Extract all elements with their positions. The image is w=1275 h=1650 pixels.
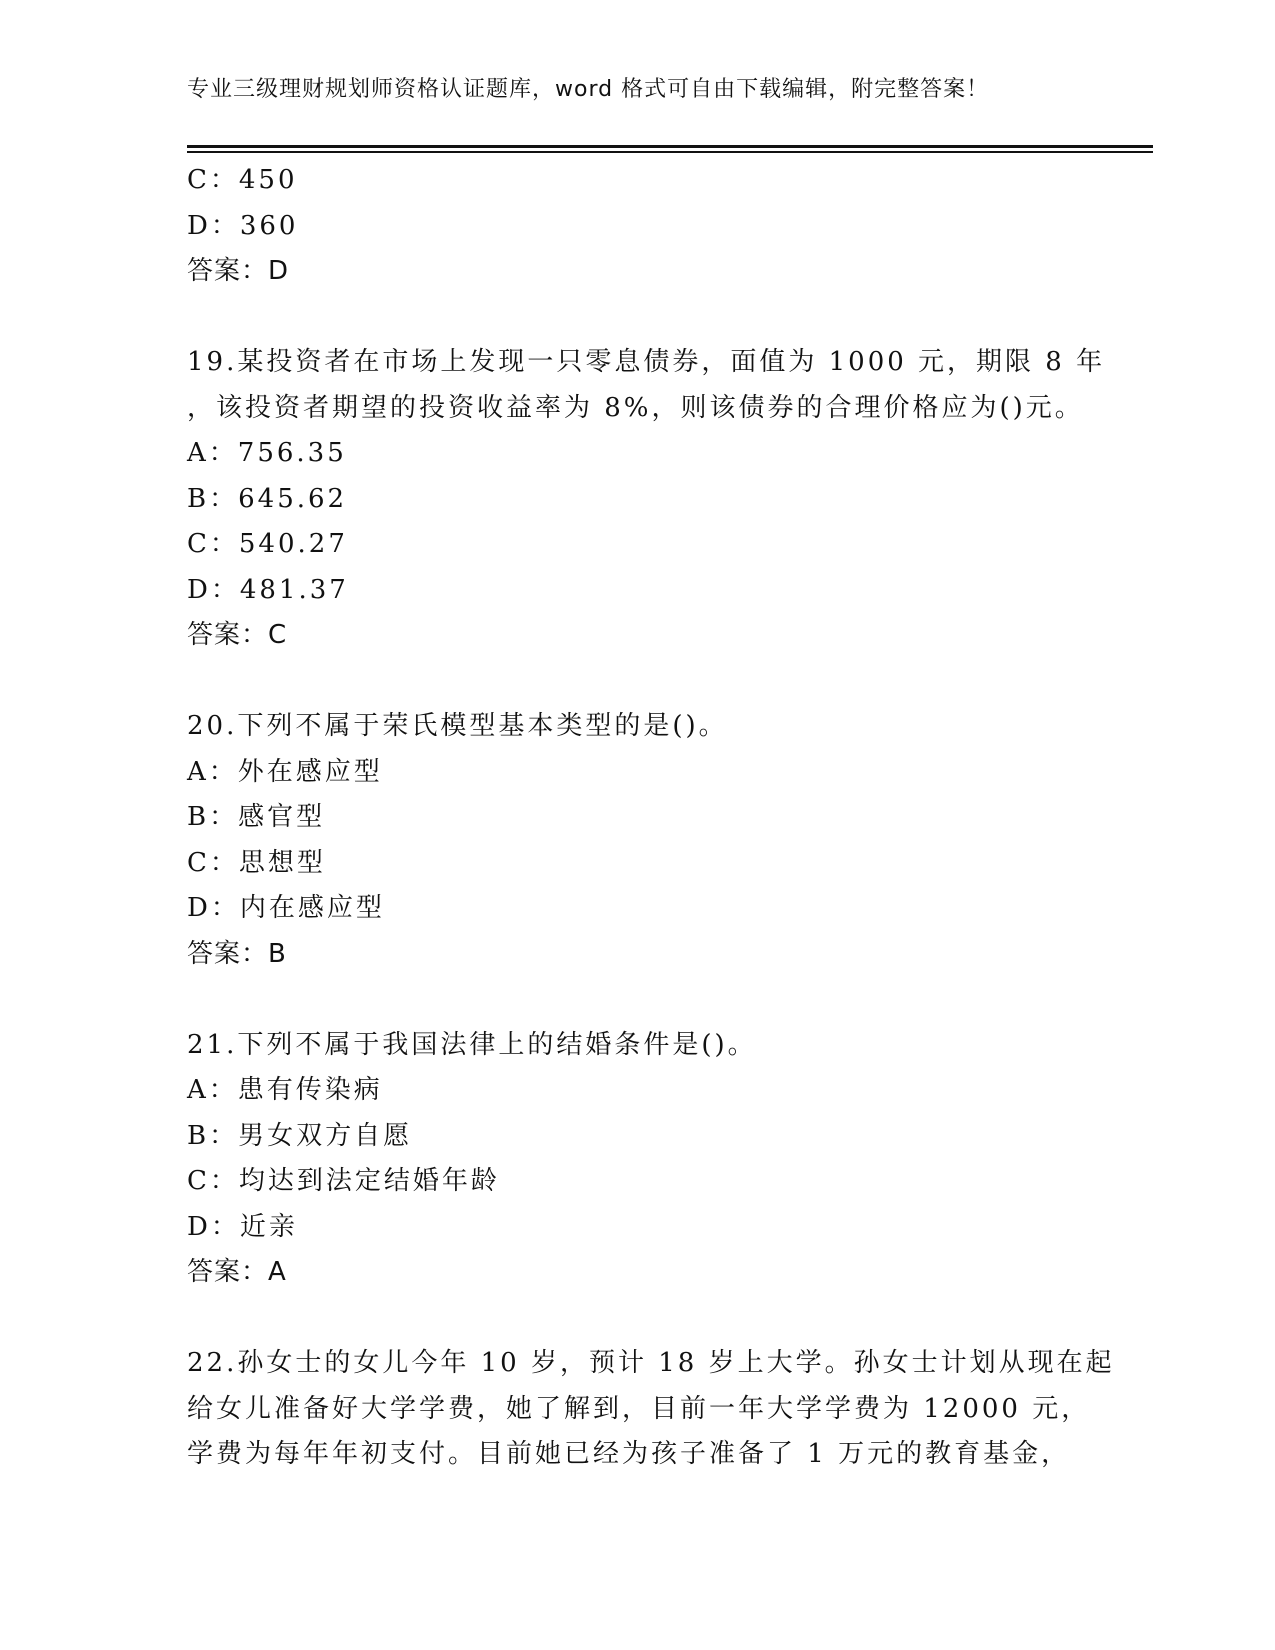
answer: 答案：C — [187, 620, 288, 650]
option-b: B：感官型 — [187, 802, 326, 832]
answer: 答案：A — [187, 1257, 287, 1287]
option-c: C：450 — [187, 165, 298, 195]
option-d: D：481.37 — [187, 574, 349, 605]
page-header: 专业三级理财规划师资格认证题库，word 格式可自由下载编辑，附完整答案！ — [187, 77, 990, 102]
header-rule-thin — [187, 151, 1153, 153]
option-a: A：756.35 — [187, 438, 347, 468]
question-content — [187, 158, 1115, 1478]
question-stem-line: 22.孙女士的女儿今年 10 岁，预计 18 岁上大学。孙女士计划从现在起 — [187, 1348, 1115, 1378]
answer: 答案：B — [187, 938, 287, 969]
question-stem-line: ，该投资者期望的投资收益率为 8%，则该债券的合理价格应为()元。 — [187, 392, 1084, 423]
question-stem-line: 21.下列不属于我国法律上的结婚条件是()。 — [187, 1029, 757, 1060]
question-21 — [187, 1023, 1087, 1296]
option-c: C：思想型 — [187, 847, 326, 878]
question-20 — [187, 704, 1087, 977]
option-d: D：近亲 — [187, 1211, 298, 1242]
question-stem-line: 19.某投资者在市场上发现一只零息债券，面值为 1000 元，期限 8 年 — [187, 347, 1106, 377]
option-d: D：内在感应型 — [187, 893, 385, 923]
question-stem-line: 给女儿准备好大学学费，她了解到，目前一年大学学费为 12000 元， — [187, 1393, 1091, 1424]
previous-question-tail — [187, 158, 1087, 295]
option-a: A：患有传染病 — [187, 1075, 383, 1105]
option-d: D：360 — [187, 210, 299, 241]
option-c: C：均达到法定结婚年龄 — [187, 1166, 500, 1196]
question-stem-line: 20.下列不属于荣氏模型基本类型的是()。 — [187, 711, 728, 741]
header-rule-thick — [187, 145, 1153, 148]
question-19 — [187, 340, 1106, 659]
question-stem-line: 学费为每年年初支付。目前她已经为孩子准备了 1 万元的教育基金， — [187, 1439, 1071, 1469]
option-a: A：外在感应型 — [187, 756, 383, 787]
answer: 答案：D — [187, 256, 290, 286]
question-22 — [187, 1341, 1115, 1478]
option-b: B：645.62 — [187, 483, 348, 514]
option-b: B：男女双方自愿 — [187, 1120, 413, 1151]
option-c: C：540.27 — [187, 529, 348, 559]
